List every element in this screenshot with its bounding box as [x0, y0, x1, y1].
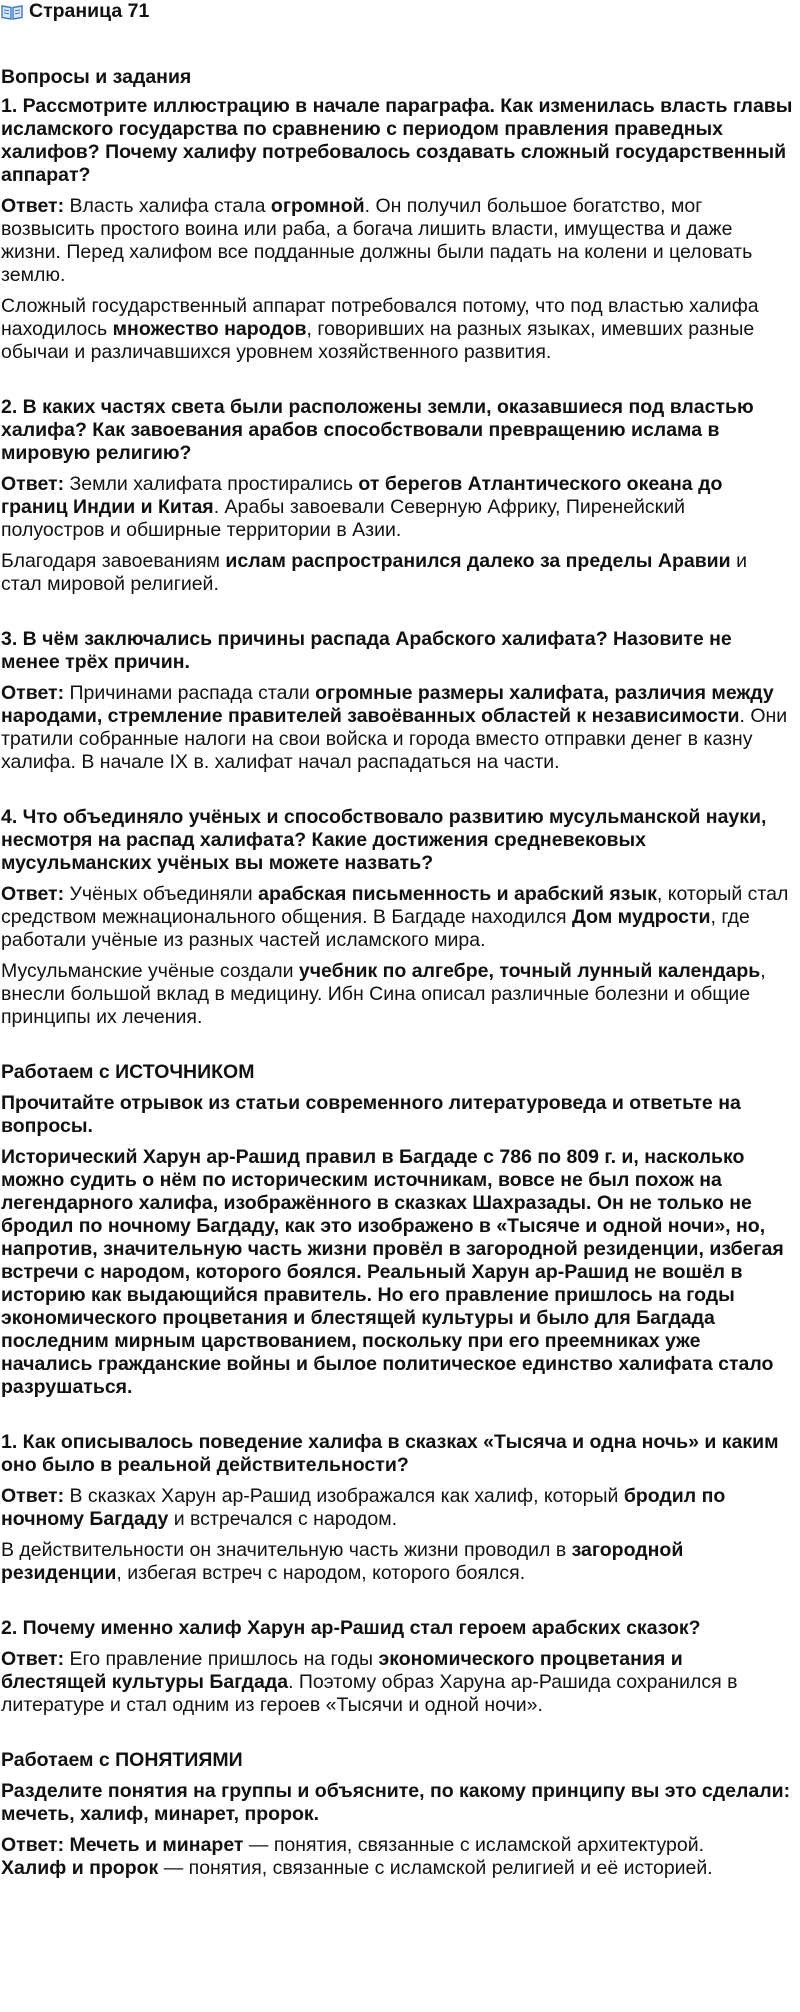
answer-label: Ответ: [1, 1834, 65, 1856]
source-answer-1-paragraph-2 [1, 1539, 793, 1585]
answer-bold: Дом мудрости [572, 906, 711, 928]
answer-text: — понятия, связанные с исламской религией и её историей. [158, 1857, 713, 1879]
answer-2-paragraph-2 [1, 550, 793, 596]
answer-text: Его правление пришлось на годы [64, 1648, 379, 1670]
answer-text: Причинами распада стали [64, 682, 316, 704]
answer-bold: бродил по ночному Багдаду [1, 1485, 726, 1530]
answer-text: , избегая встреч с народом, которого боялся. [116, 1562, 526, 1584]
source-task: Прочитайте отрывок из статьи современного литературоведа и ответьте на вопросы. [1, 1092, 741, 1137]
concepts-task: Разделите понятия на группы и объясните, по какому принципу вы это сделали: мечеть, халиф, минарет, пророк. [1, 1780, 791, 1825]
answer-bold: Халиф и пророк [1, 1857, 159, 1879]
answer-text: Земли халифата простирались [64, 473, 359, 495]
answer-label: Ответ: [1, 473, 65, 495]
source-quote: Исторический Харун ар-Рашид правил в Багдаде с 786 по 809 г. и, насколько можно судить о нём по историческим источникам, вовсе не был похож на легендарного халифа, изображённого в сказках Шахразады. Он не только не бродил по ночному Багдаду, как это изображено в «Тысяче и одной ночи», но, напротив, значительную часть жизни провёл в загородной резиденции, избегая встречи с народом, которого боялся. Реальный Харун ар-Рашид не вошёл в историю как выдающийся правитель. Но его правление пришлось на годы экономического процветания и блестящей культуры и было для Багдада последним мирным царствованием, поскольку при его преемниках уже начались гражданские войны и былое политическое единство халифата стало разрушаться. [1, 1146, 784, 1398]
answer-label: Ответ: [1, 1648, 65, 1670]
answer-text: , говоривших на разных языках, имевших разные обычаи и различавшихся уровнем хозяйственного развития. [1, 318, 755, 363]
answer-text: , где работали учёные из разных частей исламского мира. [1, 906, 750, 951]
answer-bold: арабская письменность и арабский язык [258, 883, 657, 905]
question-3: 3. В чём заключались причины распада Арабского халифата? Назовите не менее трёх причин. [1, 628, 732, 673]
source-answer-1-paragraph-1 [1, 1485, 793, 1531]
answer-text: , внесли большой вклад в медицину. Ибн Сина описал различные болезни и общие принципы их лечения. [1, 960, 766, 1028]
answer-text: — понятия, связанные с исламской архитектурой. [243, 1834, 705, 1856]
answer-bold: экономического процветания и блестящей культуры Багдада [1, 1648, 683, 1693]
answer-text: Сложный государственный аппарат потребовался потому, что под властью халифа находилось [1, 295, 759, 340]
answer-text: . Он получил большое богатство, мог возвысить простого воина или раба, а богача лишить власти, имущества и даже жизни. Перед халифом все подданные должны были падать на колени и целовать землю. [1, 195, 753, 286]
section-title-source: Работаем с ИСТОЧНИКОМ [1, 1061, 255, 1083]
answer-text: . Арабы завоевали Северную Африку, Пиренейский полуостров и обширные территории в Азии. [1, 496, 685, 541]
concepts-answer-line-2 [1, 1857, 793, 1880]
answer-bold: от берегов Атлантического океана до границ Индии и Китая [1, 473, 723, 518]
answer-text: Учёных объединяли [64, 883, 259, 905]
answer-3-paragraph-1 [1, 682, 793, 774]
answer-bold: Мечеть и минарет [64, 1834, 244, 1856]
answer-bold: ислам распространился далеко за пределы Аравии [225, 550, 731, 572]
section-title-questions: Вопросы и задания [1, 66, 192, 88]
concepts-answer-line-1 [1, 1834, 793, 1857]
answer-4-paragraph-1 [1, 883, 793, 952]
answer-2-paragraph-1 [1, 473, 793, 542]
answer-bold: учебник по алгебре, точный лунный календарь [298, 960, 761, 982]
answer-label: Ответ: [1, 1485, 65, 1507]
answer-text: Мусульманские учёные создали [1, 960, 299, 982]
answer-text: . Они тратили собранные налоги на свои войска и города вместо отправки денег в казну халифа. В начале IX в. халифат начал распадаться на части. [1, 705, 788, 773]
section-title-concepts: Работаем с ПОНЯТИЯМИ [1, 1749, 243, 1771]
question-4: 4. Что объединяло учёных и способствовало развитию мусульманской науки, несмотря на распад халифата? Какие достижения средневековых мусульманских учёных вы можете назвать? [1, 806, 767, 874]
source-answer-2-paragraph-1 [1, 1648, 793, 1717]
answer-text: Власть халифа стала [64, 195, 271, 217]
answer-label: Ответ: [1, 682, 65, 704]
answer-bold: загородной резиденции [1, 1539, 684, 1584]
question-1: 1. Рассмотрите иллюстрацию в начале параграфа. Как изменилась власть главы исламского государства по сравнению с периодом правления праведных халифов? Почему халифу потребовалось создавать сложный государственный аппарат? [1, 95, 793, 186]
answer-text: Благодаря завоеваниям [1, 550, 226, 572]
source-question-1: 1. Как описывалось поведение халифа в сказках «Тысяча и одна ночь» и каким оно было в реальной действительности? [1, 1431, 779, 1476]
question-2: 2. В каких частях света были расположены земли, оказавшиеся под властью халифа? Как завоевания арабов способствовали превращению ислама в мировую религию? [1, 396, 754, 464]
answer-text: В действительности он значительную часть жизни проводил в [1, 1539, 572, 1561]
page-header [1, 0, 793, 22]
answer-bold: огромной [270, 195, 365, 217]
answer-text: В сказках Харун ар-Рашид изображался как халиф, который [64, 1485, 624, 1507]
open-book-icon [1, 3, 23, 19]
answer-text: и встречался с народом. [168, 1508, 398, 1530]
answer-4-paragraph-2 [1, 960, 793, 1029]
answer-1-paragraph-1 [1, 195, 793, 287]
source-question-2: 2. Почему именно халиф Харун ар-Рашид стал героем арабских сказок? [1, 1617, 701, 1639]
answer-bold: огромные размеры халифата, различия между народами, стремление правителей завоёванных областей к независимости [1, 682, 774, 727]
answer-1-paragraph-2 [1, 295, 793, 364]
answer-label: Ответ: [1, 195, 65, 217]
page-title: Страница 71 [29, 0, 150, 22]
answer-bold: множество народов [112, 318, 307, 340]
answer-text: и стал мировой религией. [1, 550, 747, 595]
answer-label: Ответ: [1, 883, 65, 905]
answer-text: . Поэтому образ Харуна ар-Рашида сохранился в литературе и стал одним из героев «Тысячи и одной ночи». [1, 1671, 738, 1716]
answer-text: , который стал средством межнационального общения. В Багдаде находился [1, 883, 789, 928]
